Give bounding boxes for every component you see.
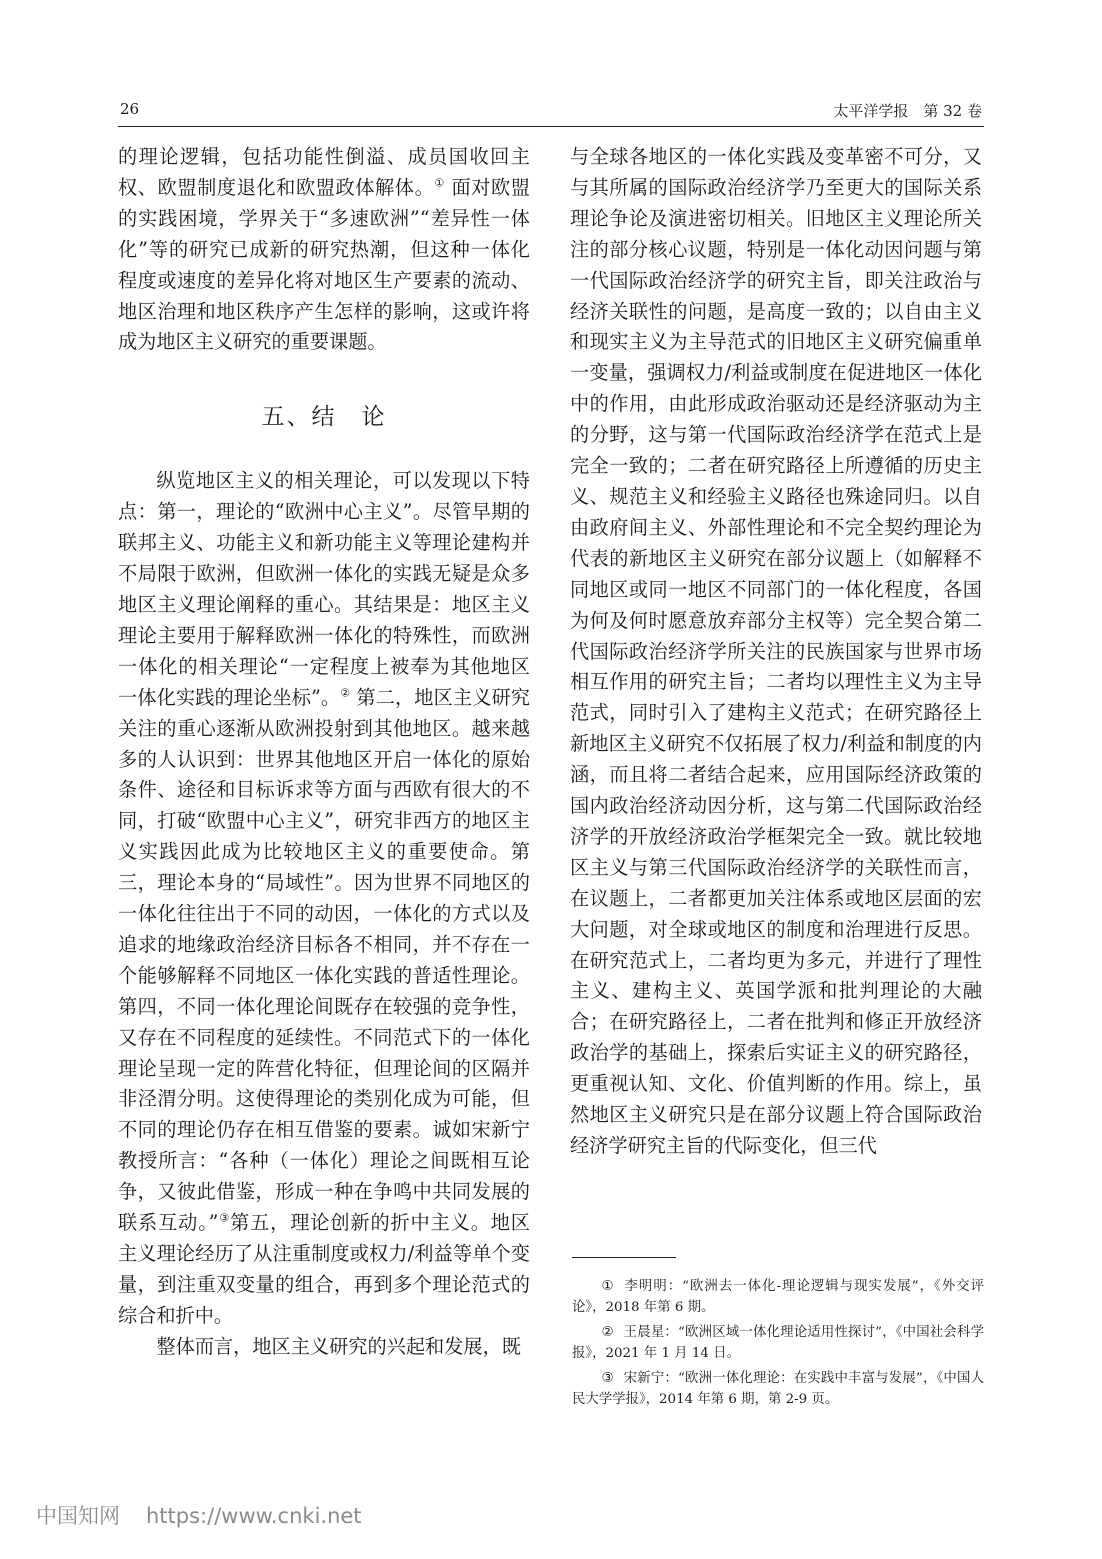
footnote-3: ③ 宋新宁：“欧洲一体化理论：在实践中丰富与发展”，《中国人民大学学报》，2014 年第 6 期，第 2-9 页。 [572,1371,984,1407]
right-column [570,142,982,1162]
watermark-url: https://www.cnki.net [146,1504,362,1528]
paragraph-continued: 的理论逻辑，包括功能性倒溢、成员国收回主权、欧盟制度退化和欧盟政体解体。① 面对欧盟的实践困境，学界关于“多速欧洲”“差异性一体化”等的研究已成新的研究热潮，但这种一体化程度或速度的差异化将对地区生产要素的流动、地区治理和地区秩序产生怎样的影响，这或许将成为地区主义研究的重要课题。 [118,145,530,354]
footnote-ref-2[interactable]: ② [340,686,351,700]
closing-paragraph: 整体而言，地区主义研究的兴起和发展，既 [156,1334,521,1358]
conclusion-paragraph: 纵览地区主义的相关理论，可以发现以下特点：第一，理论的“欧洲中心主义”。尽管早期的联邦主义、功能主义和新功能主义等理论建构并不局限于欧洲，但欧洲一体化的实践无疑是众多地区主义理论阐释的重心。其结果是：地区主义理论主要用于解释欧洲一体化的特殊性，而欧洲一体化的相关理论“一定程度上被奉为其他地区一体化实践的理论坐标”。② 第二，地区主义研究关注的重心逐渐从欧洲投射到其他地区。越来越多的人认识到：世界其他地区开启一体化的原始条件、途径和目标诉求等方面与西欧有很大的不同，打破“欧盟中心主义”，研究非西方的地区主义实践因此成为比较地区主义的重要使命。第三，理论本身的“局域性”。因为世界不同地区的一体化往往出于不同的动因，一体化的方式以及追求的地缘政治经济目标各不相同，并不存在一个能够解释不同地区一体化实践的普适性理论。第四，不同一体化理论间既存在较强的竞争性，又存在不同程度的延续性。不同范式下的一体化理论呈现一定的阵营化特征，但理论间的区隔并非泾渭分明。这使得理论的类别化成为可能，但不同的理论仍存在相互借鉴的要素。诚如宋新宁教授所言：“各种（一体化）理论之间既相互论争，又彼此借鉴，形成一种在争鸣中共同发展的联系互动。”③第五，理论创新的折中主义。地区主义理论经历了从注重制度或权力/利益等单个变量，到注重双变量的组合，再到多个理论范式的综合和折中。 [118,469,530,1327]
left-column [118,142,530,1363]
page-number: 26 [120,100,140,118]
watermark-brand: 中国知网 [36,1504,120,1528]
footnote-ref-3[interactable]: ③ [218,1211,231,1225]
running-header [118,96,982,122]
footnote-1: ① 李明明：“欧洲去一体化-理论逻辑与现实发展”，《外交评论》，2018 年第 6 期。 [572,1279,984,1315]
footnote-rule [572,1257,676,1258]
paragraph-continued-right: 与全球各地区的一体化实践及变革密不可分，又与其所属的国际政治经济学乃至更大的国际关系理论争论及演进密切相关。旧地区主义理论所关注的部分核心议题，特别是一体化动因问题与第一代国际政治经济学的研究主旨，即关注政治与经济关联性的问题，是高度一致的；以自由主义和现实主义为主导范式的旧地区主义研究偏重单一变量，强调权力/利益或制度在促进地区一体化中的作用，由此形成政治驱动还是经济驱动为主的分野，这与第一代国际政治经济学在范式上是完全一致的；二者在研究路径上所遵循的历史主义、规范主义和经验主义路径也殊途同归。以自由政府间主义、外部性理论和不完全契约理论为代表的新地区主义研究在部分议题上（如解释不同地区或同一地区不同部门的一体化程度，各国为何及何时愿意放弃部分主权等）完全契合第二代国际政治经济学所关注的民族国家与世界市场相互作用的研究主旨；二者均以理性主义为主导范式，同时引入了建构主义范式；在研究路径上新地区主义研究不仅拓展了权力/利益和制度的内涵，而且将二者结合起来，应用国际经济政策的国内政治经济动因分析，这与第二代国际政治经济学的开放经济政治学框架完全一致。就比较地区主义与第三代国际政治经济学的关联性而言，在议题上，二者都更加关注体系或地区层面的宏大问题，对全球或地区的制度和治理进行反思。在研究范式上，二者均更为多元，并进行了理性主义、建构主义、英国学派和批判理论的大融合；在研究路径上，二者在批判和修正开放经济政治学的基础上，探索后实证主义的研究路径，更重视认知、文化、价值判断的作用。综上，虽然地区主义研究只是在部分议题上符合国际政治经济学研究主旨的代际变化，但三代 [570,145,982,1157]
footnote-2: ② 王晨星：“欧洲区域一体化理论适用性探讨”，《中国社会科学报》，2021 年 1 月 14 日。 [572,1325,984,1361]
cnki-watermark [36,1500,362,1530]
header-rule [118,126,984,127]
journal-volume: 太平洋学报 第 32 卷 [833,102,982,120]
footnotes [572,1276,984,1414]
section-heading: 五、结 论 [261,404,387,431]
footnote-ref-1[interactable]: ① [434,176,445,190]
